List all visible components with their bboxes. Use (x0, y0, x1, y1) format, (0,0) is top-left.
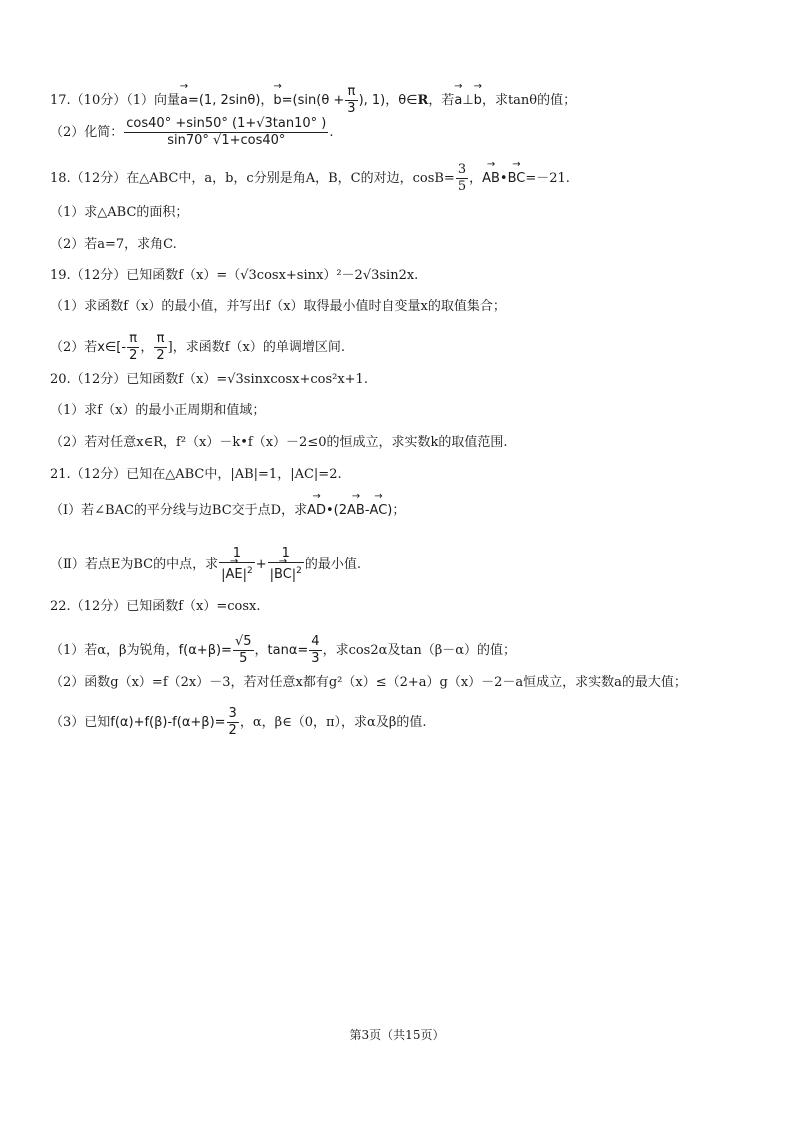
q19-pi-over-2-a (127, 331, 139, 364)
q19-p2-mid: x∈[- (97, 340, 127, 355)
q19-p2 (50, 331, 345, 364)
q18-line-1 (50, 162, 570, 195)
q17-p2-tail: . (329, 125, 334, 140)
vector-b: → b (273, 92, 281, 110)
q18-cosB-fraction (456, 162, 468, 195)
vector-BC: → BC (508, 170, 526, 188)
q21-p1-head: （Ⅰ）若∠BAC的平分线与边BC交于点D，求 (50, 503, 308, 518)
frac-num: 1 (219, 546, 255, 563)
frac-num: π (127, 331, 139, 348)
q17-b-eq-pre: =(sin(θ + (281, 93, 345, 108)
q22-f-eq: f(α+β)= (178, 643, 232, 658)
q17-b-eq-post: ), 1)，θ∈ (358, 93, 418, 108)
frac-num: √5 (234, 634, 252, 649)
q22-p2: （2）函数g（x）=f（2x）－3，若对任意x都有g²（x）≤（2+a）g（x）－2－a恒成立，求实数a的最大值； (50, 675, 687, 690)
frac-den: 3 (347, 101, 356, 116)
q22-head: 22.（12分）已知函数f（x）=cosx. (50, 599, 261, 614)
q17-head: 17.（10分）（1）向量 (50, 93, 180, 108)
q19-p2-tail: ]，求函数f（x）的单调增区间. (167, 340, 345, 355)
q17-line-1 (50, 84, 576, 117)
frac-num: π (345, 84, 357, 101)
q22-p1-tail: ，求cos2α及tan（β－α）的值； (322, 643, 517, 658)
q20-p2: （2）若对任意x∈R，f²（x）－k•f（x）－2≤0的恒成立，求实数k的取值范围. (50, 435, 508, 450)
frac-den: 3 (311, 651, 320, 666)
frac-den: 5 (239, 651, 248, 666)
q17-a-eq: =(1, 2sinθ)， (187, 93, 274, 108)
q22-4-over-3 (309, 634, 321, 667)
q22-root5-over-5 (233, 634, 254, 667)
q18-tail: =－21. (525, 171, 570, 186)
q22-3-over-2 (227, 706, 239, 739)
q21-p1-tail: ； (392, 503, 406, 518)
q19-pi-over-2-b (154, 331, 166, 364)
q18-head: 18.（12分）在△ABC中，a，b，c分别是角A，B，C的对边，cosB= (50, 171, 455, 186)
q19-comma: ， (140, 340, 154, 355)
vector-a: → a (180, 92, 188, 110)
vector-AD: → AD (307, 502, 326, 520)
vector-AC: → AC (370, 502, 388, 520)
q21-frac-AE (219, 546, 255, 583)
q20-p1: （1）求f（x）的最小正周期和值域； (50, 403, 266, 418)
q17-p2-head: （2）化简： (50, 125, 124, 140)
q19-p1: （1）求函数f（x）的最小值，并写出f（x）取得最小值时自变量x的取值集合； (50, 299, 506, 314)
q17-pi-over-3 (345, 84, 357, 117)
vector-b-2: → b (474, 92, 482, 110)
vector-AB: → AB (482, 170, 500, 188)
minus-symbol: - (364, 503, 370, 518)
q22-p3-f: f(α)+f(β)-f(α+β)= (110, 715, 226, 730)
q22-p3 (50, 706, 427, 739)
frac-num: cos40° +sin50° (1+√3tan10° ) (126, 116, 327, 131)
q17-ruo: ，若 (428, 93, 455, 108)
frac-den: 2 (129, 348, 138, 363)
q18-p2: （2）若a=7，求角C. (50, 237, 177, 252)
plus-symbol: + (255, 557, 267, 573)
q22-tan-eq: ，tanα= (254, 643, 309, 658)
q21-p2-tail: 的最小值. (304, 557, 362, 573)
q22-p1 (50, 634, 516, 667)
q21-p2 (50, 546, 361, 583)
frac-num: 1 (268, 546, 304, 563)
frac-den: sin70° √1+cos40° (167, 133, 286, 148)
q22-p1-head: （1）若α，β为锐角， (50, 643, 179, 658)
q21-head: 21.（12分）已知在△ABC中，|AB|=1，|AC|=2. (50, 467, 342, 482)
close-paren: ) (387, 503, 393, 518)
q21-p2-head: （Ⅱ）若点E为BC的中点，求 (50, 557, 219, 573)
frac-num: π (154, 331, 166, 348)
q17-line-2 (50, 116, 334, 149)
q21-p1 (50, 502, 405, 520)
frac-den: |→ $BC|^2$ (268, 563, 304, 583)
q22-p3-head: （3）已知 (50, 715, 111, 730)
q17-simplify-fraction (124, 116, 328, 149)
q18-p1: （1）求△ABC的面积； (50, 205, 189, 220)
frac-den: |→ $AE|^2$ (219, 563, 255, 583)
vector-AB: → AB (347, 502, 365, 520)
dot-symbol: •(2 (326, 503, 348, 518)
frac-den: 5 (457, 179, 467, 194)
frac-num: 3 (457, 162, 467, 177)
frac-num: 4 (311, 634, 320, 649)
frac-den: 2 (228, 723, 237, 738)
dot-symbol: • (499, 171, 508, 186)
q19-head: 19.（12分）已知函数f（x）=（√3cosx+sinx）²－2√3sin2x. (50, 268, 419, 283)
frac-num: 3 (228, 706, 237, 721)
q19-p2-head: （2）若 (50, 340, 98, 355)
q17-tail: ，求tanθ的值； (481, 93, 577, 108)
q20-head: 20.（12分）已知函数f（x）=√3sinxcosx+cos²x+1. (50, 372, 368, 387)
page-footer: 第3页（共15页） (349, 1028, 445, 1042)
q21-frac-BC (268, 546, 304, 583)
vector-a-2: → a (454, 92, 462, 110)
real-set: R (417, 93, 429, 108)
perp-symbol: ⊥ (462, 93, 474, 108)
frac-den: 2 (156, 348, 165, 363)
q18-mid: ， (469, 171, 483, 186)
q22-p3-tail: ，α，β∈（0，π），求α及β的值. (239, 715, 427, 730)
